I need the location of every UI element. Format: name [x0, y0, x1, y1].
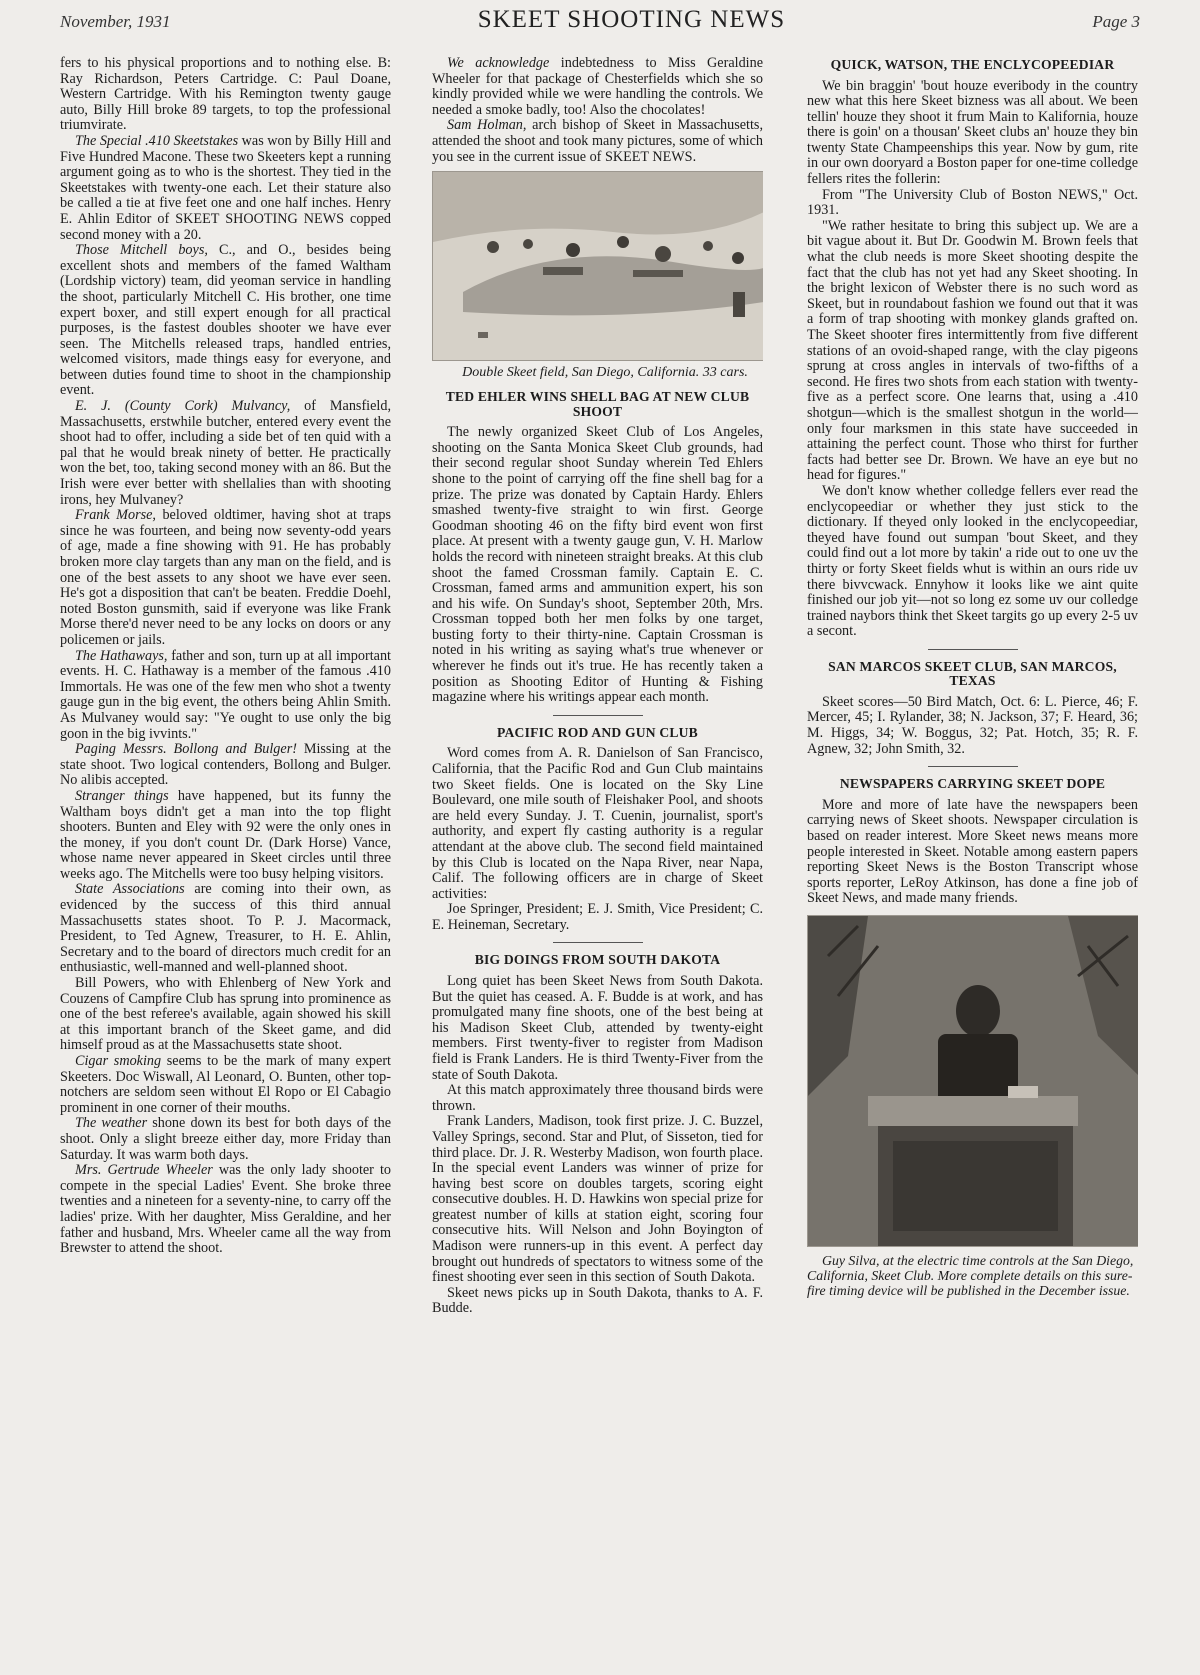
paragraph-lead: Those Mitchell boys, — [75, 242, 208, 259]
article-headline: SAN MARCOS SKEET CLUB, SAN MARCOS, TEXAS — [828, 658, 1117, 689]
paragraph-lead: Frank Morse, — [75, 507, 156, 524]
paragraph-lead: The weather — [75, 1115, 148, 1132]
divider — [553, 715, 643, 716]
paragraph: We bin braggin' 'bout houze everibody in the country new what this here Skeet bizness was all about. We been tellin' houze they shoot it frum Main to Kalifornia, houze there is goin' on a thousan' Skeet clubs an' houze they bin twenty State Champeenships this year. Now by gum, rite in our own dooryard a Boston paper for one-time colledge fellers rites the follerin: — [807, 77, 1138, 188]
paragraph — [60, 134, 391, 243]
paragraph-lead: E. J. (County Cork) Mulvancy, — [75, 398, 291, 415]
paragraph-body: indebtedness to Miss Geraldine Wheeler for that package of Chesterfields which she so kindly provided while we were handling the controls. We needed a smoke badly, too! Also the chocolates! — [432, 56, 763, 118]
paragraph — [60, 742, 391, 789]
paragraph-body: beloved oldtimer, having shot at traps since he was fourteen, and being now seventy-odd years of age, made a fine showing with 91. He has probably broken more clay targets than any man on the field, and is one of the best assets to any shoot we have ever seen. He's got a disposition that can't be beaten. Freddie Doehl, noted Boston gunsmith, said if everyone was like Frank Morse there'd never need to be any locks on doors or any policemen or jails. — [60, 507, 391, 648]
skeet-field-illustration — [433, 172, 763, 360]
paragraph-body: father and son, turn up at all important events. H. C. Hathaway is a member of the famous .410 Immortals. He was one of the few men who shot a twenty gauge gun in the big event, the others being Ahlin Smith. As Mulvaney would say: "Ye ought to use only the big goon in the big ivvints." — [60, 647, 391, 742]
paragraph-lead: Mrs. Gertrude Wheeler — [75, 1162, 213, 1179]
paragraph: fers to his physical proportions and to nothing else. B: Ray Richardson, Peters Cartridge. C: Paul Doane, Western Cartridge. With his Remington twenty gauge auto, Billy Hill broke 89 targets, to top the professional triumvirate. — [60, 56, 391, 134]
paragraph — [60, 1163, 391, 1257]
issue-date: November, 1931 — [60, 12, 171, 31]
article-headline: QUICK, WATSON, THE ENCLYCOPEEDIAR — [830, 57, 1115, 72]
timing-controls-illustration — [808, 916, 1138, 1246]
article-headline: TED EHLER WINS SHELL BAG AT NEW CLUB SHOOT — [445, 389, 750, 419]
column-2 — [432, 56, 763, 1666]
paragraph-body: was won by Billy Hill and Five Hundred Macone. These two Skeeters kept a running argument going as to who is the shortest. They tied in the Skeetstakes with twenty-one each. Let their stature also be called a tie at five feet one and one half inches. Henry E. Ahlin Editor of SKEET SHOOTING NEWS copped second money with a 20. — [60, 132, 391, 243]
divider — [928, 766, 1018, 767]
paragraph-body: was the only lady shooter to compete in the special Ladies' Event. She broke three twenties and a nineteen for a seventy-nine, to carry off the ladies' prize. With her daughter, Miss Geraldine, and her father and husband, Mrs. Wheeler came all the way from Brewster to attend the shoot. — [60, 1162, 391, 1257]
masthead-title: SKEET SHOOTING NEWS — [477, 6, 786, 33]
paragraph — [432, 56, 763, 118]
paragraph: The newly organized Skeet Club of Los Angeles, shooting on the Santa Monica Skeet Club grounds, had their second regular shoot Sunday wherein Ted Ehlers shone to the point of carrying off the fine shell bag for a prize. The prize was donated by Captain Hardy. Ehlers smashed twenty-five straight to win first. George Goodman shooting 46 on the fifty bird event won first place. At present with a twenty gauge gun, V. H. Marlow holds the record with nineteen straight breaks. At this club shoot the famed Crossman family. Captain E. C. Crossman, famed arms and ammunition expert, his son and his wife. On Sunday's shoot, September 20th, Mrs. Crossman topped both her men folks by one target, busting forty to their thirty-nine. Captain Crossman is noted in his writing as saying what's true whenever or wherever he finds out it's true. He has recently taken a position as Shooting Editor of Hunting & Fishing magazine where his writings appear each month. — [432, 424, 763, 706]
photo-caption: Guy Silva, at the electric time controls at the San Diego, California, Skeet Club. More complete details on this sure-fire timing device will be published in the December issue. — [807, 1252, 1134, 1298]
paragraph — [60, 399, 391, 508]
paragraph-lead: We acknowledge — [447, 56, 550, 71]
paragraph: At this match approximately three thousand birds were thrown. — [432, 1082, 763, 1114]
paragraph — [60, 649, 391, 743]
column-3 — [807, 56, 1138, 1666]
column-1 — [60, 56, 391, 1666]
paragraph: From "The University Club of Boston NEWS," Oct. 1931. — [807, 186, 1138, 219]
timing-controls-photo — [807, 915, 1138, 1247]
article-headline: BIG DOINGS FROM SOUTH DAKOTA — [474, 952, 721, 968]
paragraph: Bill Powers, who with Ehlenberg of New York and Couzens of Campfire Club has sprung into prominence as one of the best referee's available, again showed his skill at this important branch of the Skeet game, and did himself proud as at the Massachusetts state shoot. — [60, 975, 391, 1054]
paragraph-body: C., and O., besides being excellent shots and members of the famed Waltham (Lordship victory) team, did yeoman service in handling the shoot, particularly Mitchell C. His brother, one time expert boxer, and still expert enough for all practical purposes, is the fastest doubles shooter we have ever seen. The Mitchells released traps, handled entries, welcomed visitors, made things easy for everyone, and between duties found time to shoot in the championship event. — [60, 242, 391, 399]
skeet-field-photo — [432, 171, 763, 361]
paragraph: Word comes from A. R. Danielson of San Francisco, California, that the Pacific Rod and Gun Club maintains two Skeet fields. One is located on the Sky Line Boulevard, one mile south of Fleishaker Pool, and shoots are held every Sunday. J. T. Cuenin, journalist, sport's authority, and expert fly casting authority is a regular attendant at the above club. The second field maintained by this Club is located on the Napa River, near Napa, Calif. The following officers are in charge of Skeet activities: — [432, 745, 763, 902]
paragraph-body: seems to be the mark of many expert Skeeters. Doc Wiswall, Al Leonard, O. Bunten, other top-notchers are seldom seen without El Ropo or El Cabagio prominent in one corner of their mouths. — [60, 1053, 391, 1116]
paragraph-lead: Cigar smoking — [75, 1053, 162, 1069]
divider — [928, 649, 1018, 650]
paragraph-body: have happened, but its funny the Waltham boys didn't get a man into the top flight shooters. Bunten and Eley with 92 were the only ones in the money, if you don't count Dr. (Dark Horse) Vance, whose name never appeared in Skeet circles until three weeks ago. The Mitchells were too busy helping visitors. — [60, 787, 391, 882]
paragraph-lead: Paging Messrs. Bollong and Bulger! — [75, 741, 297, 758]
article-headline: PACIFIC ROD AND GUN CLUB — [497, 724, 698, 740]
divider — [553, 942, 643, 943]
paragraph-lead: Sam Holman, — [447, 117, 527, 134]
page-number: Page 3 — [1092, 12, 1140, 31]
paragraph-body: are coming into their own, as evidenced by the success of this third annual Massachusetts states shoot. To P. J. Macormack, President, to Ted Agnew, Treasurer, to H. E. Ahlin, Secretary and to the board of directors much credit for an enthusiastic, well-manned and well-planned shoot. — [60, 881, 391, 976]
paragraph: "We rather hesitate to bring this subject up. We are a bit vague about it. But Dr. Goodwin M. Brown feels that what the club needs is more Skeet shooting despite the fact that the club has not yet had any Skeet shooting. In the bright lexicon of Webster there is no such word as Skeet, but in roundabout fashion we found out that it was a form of trap shooting with monkey glands grafted on. The Skeet shooter fires intermittently from five different stations of an ovoid-shaped range, with the clay pigeons sprung at cross angles in intervals of two-fifths of a second. He fires two shots from each station with twenty-five as a perfect score. One learns that, using a .410 shotgun—which is the smallest shotgun in the world—only four marksmen in this state have succeeded in attaining the perfect count. Those who thirst for further facts had better see Dr. Brown. We have an eye but no head for figures." — [807, 217, 1138, 484]
paragraph: Skeet news picks up in South Dakota, thanks to A. F. Budde. — [432, 1284, 763, 1317]
paragraph: We don't know whether colledge fellers ever read the enclycopeediar or whether they just stick to the dictionary. If theyed only looked in the enclycopeediar, theyed have found out sumpan 'bout Skeet, and they could find out a lot more by takin' a ride out to one uv the thirty or forty Skeet fields whut is within an ours ride uv there bivvcwack. Ennyhow it looks like we aint quite finished our job yit—not so long ez some uv our colledge trained naybors think thet Skeet targits go up every 2-5 uv a secont. — [807, 482, 1138, 640]
paragraph: Skeet scores—50 Bird Match, Oct. 6: L. Pierce, 46; F. Mercer, 45; I. Rylander, 38; N. Jackson, 37; F. Heard, 36; M. Higgs, 34; W. Boggus, 32; Pat. Hotch, 35; R. F. Agnew, 32; John Smith, 32. — [807, 693, 1138, 757]
paragraph-lead: The Hathaways, — [75, 647, 168, 664]
paragraph-body: shone down its best for both days of the shoot. Only a slight breeze either day, more Friday than Saturday. It was warm both days. — [60, 1115, 391, 1163]
paragraph: Long quiet has been Skeet News from South Dakota. But the quiet has ceased. A. F. Budde is at work, and has promulgated many fine shoots, one of the best being at his Madison Skeet Club, attended by twenty-eight members. First twenty-fiver to register from Madison field is Frank Landers. He is third Twenty-Fiver from the state of South Dakota. — [432, 972, 763, 1083]
paragraph: Frank Landers, Madison, took first prize. J. C. Buzzel, Valley Springs, second. Star and Plut, of Sisseton, tied for third place. Dr. J. R. Westerby Madison, won fourth place. In the special event Landers was winner of prize for having best score on doubles targets, scoring eight consecutive doubles. H. D. Hawkins won special prize for greatest number of kills at station eight, scoring four consecutive hits. Will Nelson and John Boyington of Madison were runners-up in this event. A perfect day brought out hundreds of spectators to witness some of the finest shooting ever seen in this section of South Dakota. — [432, 1113, 763, 1286]
paragraph — [60, 508, 391, 648]
page-header — [60, 6, 1140, 42]
paragraph — [60, 1054, 391, 1116]
paragraph-body: of Mansfield, Massachusetts, erstwhile butcher, entered every event the shoot had to offer, including a side bet of ten quid with a pal that he would break ninety of better. He practically won the bet, too, taking second money with an 86. But the Irish were ever better with shellalies than with shooting irons, hey Mulvaney? — [60, 398, 391, 508]
paragraph-lead: State Associations — [75, 881, 185, 898]
paragraph — [60, 1116, 391, 1163]
paragraph: Joe Springer, President; E. J. Smith, Vice President; C. E. Heineman, Secretary. — [432, 901, 763, 933]
photo-caption: Double Skeet field, San Diego, California. 33 cars. — [462, 365, 748, 381]
paragraph — [60, 882, 391, 976]
article-headline: NEWSPAPERS CARRYING SKEET DOPE — [839, 776, 1106, 792]
paragraph — [60, 243, 391, 399]
paragraph: More and more of late have the newspapers been carrying news of Skeet shoots. Newspaper circulation is based on reader interest. More Skeet news means more people interested in Skeet. Notable among eastern papers reporting Skeet News is the Boston Transcript whose sports reporter, LeRoy Atkinson, has done a fine job of Skeet News, and made many friends. — [807, 796, 1138, 907]
paragraph — [432, 118, 763, 165]
paragraph-lead: The Special .410 Skeetstakes — [75, 132, 239, 149]
paragraph-body: Missing at the state shoot. Two logical contenders, Bollong and Bulger. No alibis accepted. — [60, 741, 391, 789]
paragraph-lead: Stranger things — [75, 787, 169, 804]
paragraph — [60, 789, 391, 883]
paragraph-body: arch bishop of Skeet in Massachusetts, attended the shoot and took many pictures, some of which you see in the current issue of SKEET NEWS. — [432, 117, 763, 165]
